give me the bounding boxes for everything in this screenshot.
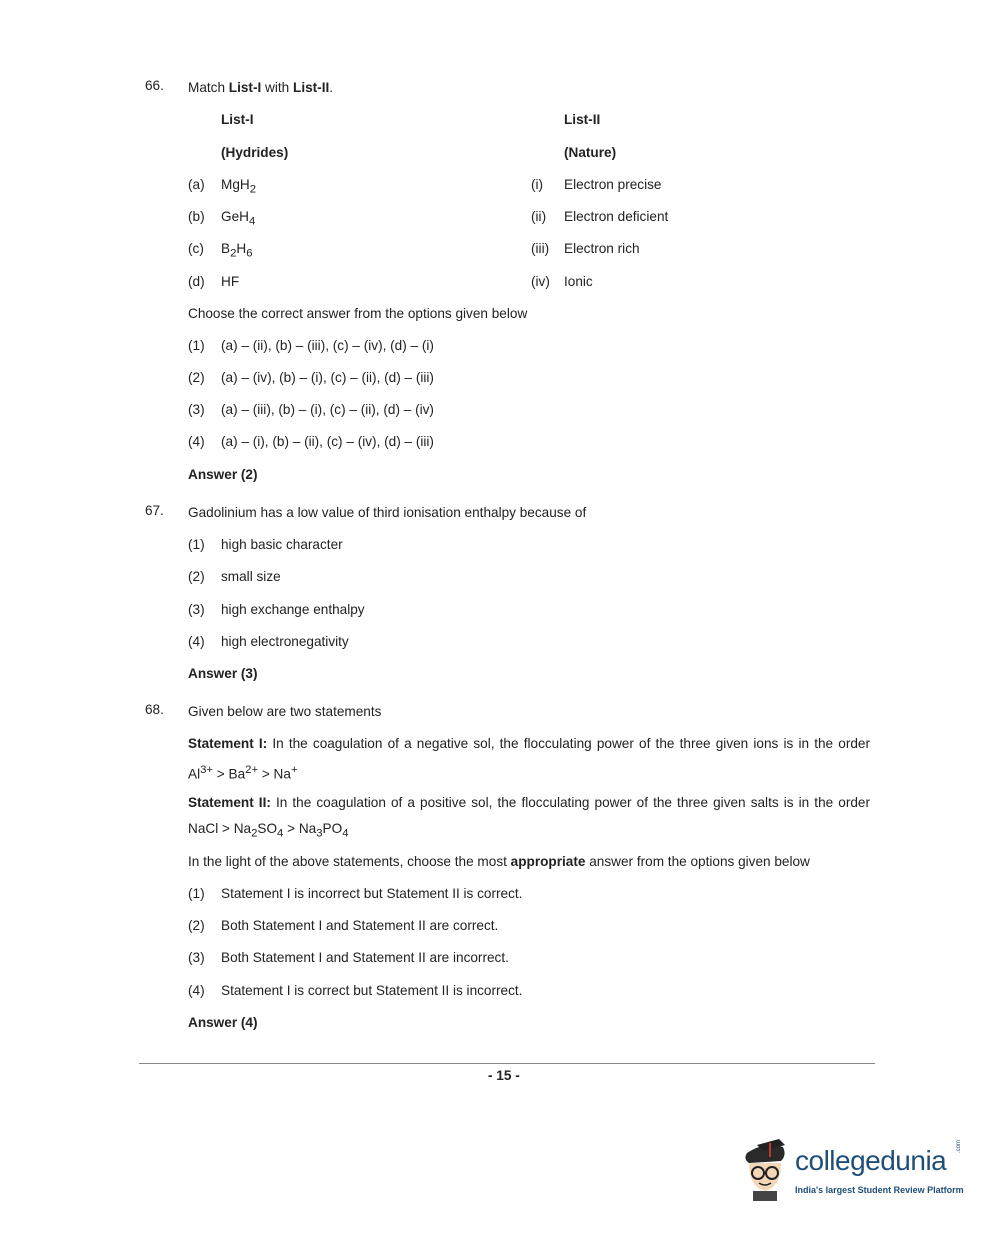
list2-item-text: Electron precise: [564, 177, 662, 192]
list1-item-formula: MgH$_2$: [221, 177, 257, 196]
list2-heading: List-II: [564, 112, 601, 127]
list1-item-formula: GeH$_4$: [221, 209, 256, 228]
option-label: (2): [188, 569, 205, 584]
list1-item-label: (d): [188, 274, 205, 289]
option-label: (1): [188, 338, 205, 353]
option-label: (1): [188, 537, 205, 552]
q68-question: Given below are two statements: [188, 704, 382, 719]
option-text: Statement I is incorrect but Statement II is correct.: [221, 886, 523, 901]
list2-item-label: (iv): [531, 274, 550, 289]
option-text: high basic character: [221, 537, 343, 552]
option-text: high electronegativity: [221, 634, 349, 649]
option-text: small size: [221, 569, 281, 584]
mascot-icon: [735, 1135, 795, 1207]
list1-heading: List-I: [221, 112, 254, 127]
option-text: (a) – (iv), (b) – (i), (c) – (ii), (d) – (iii): [221, 370, 434, 385]
list2-item-text: Electron rich: [564, 241, 640, 256]
option-text: (a) – (iii), (b) – (i), (c) – (ii), (d) – (iv): [221, 402, 434, 417]
list2-item-label: (i): [531, 177, 544, 192]
q67-answer: Answer (3): [188, 666, 258, 681]
list1-item-label: (c): [188, 241, 204, 256]
option-label: (4): [188, 983, 205, 998]
option-label: (3): [188, 602, 205, 617]
q66-number: 66.: [145, 78, 164, 93]
page-number: - 15 -: [488, 1068, 520, 1083]
option-label: (2): [188, 918, 205, 933]
q68-number: 68.: [145, 702, 164, 717]
q68-instruction: In the light of the above statements, choose the most appropriate answer from the options given below: [188, 854, 810, 869]
list2-item-label: (iii): [531, 241, 550, 256]
brand-com: .com: [956, 1139, 962, 1153]
collegedunia-logo[interactable]: [735, 1135, 965, 1207]
q66-choose-text: Choose the correct answer from the options given below: [188, 306, 528, 321]
option-text: (a) – (i), (b) – (ii), (c) – (iv), (d) – (iii): [221, 434, 434, 449]
footer-divider: [139, 1063, 875, 1064]
list2-subheading: (Nature): [564, 145, 617, 160]
q68-answer: Answer (4): [188, 1015, 258, 1030]
list2-item-text: Ionic: [564, 274, 593, 289]
option-text: Statement I is correct but Statement II is incorrect.: [221, 983, 523, 998]
option-text: Both Statement I and Statement II are correct.: [221, 918, 499, 933]
list1-item-formula: $B_2H_6$: [221, 241, 253, 260]
list2-item-label: (ii): [531, 209, 547, 224]
statement-two: Statement II: In the coagulation of a positive sol, the flocculating power of the three given salts is in the order NaCl > $Na_2SO_4 > Na_3PO_4$: [188, 795, 871, 840]
list1-item-label: (b): [188, 209, 205, 224]
q66-intro: Match List-I with List-II.: [188, 80, 334, 95]
statement-one: Statement I: In the coagulation of a negative sol, the flocculating power of the three given ions is in the order $Al^{3+} > Ba^{2+} > Na^+$: [188, 736, 870, 782]
option-label: (3): [188, 402, 205, 417]
option-label: (4): [188, 434, 205, 449]
list2-item-text: Electron deficient: [564, 209, 669, 224]
option-label: (4): [188, 634, 205, 649]
option-text: (a) – (ii), (b) – (iii), (c) – (iv), (d) – (i): [221, 338, 434, 353]
list1-item-formula: HF: [221, 274, 240, 289]
option-label: (1): [188, 886, 205, 901]
list1-item-label: (a): [188, 177, 205, 192]
option-text: Both Statement I and Statement II are incorrect.: [221, 950, 509, 965]
option-label: (3): [188, 950, 205, 965]
q67-number: 67.: [145, 503, 164, 518]
q67-question: Gadolinium has a low value of third ionisation enthalpy because of: [188, 505, 587, 520]
list1-subheading: (Hydrides): [221, 145, 289, 160]
brand-tagline: India's largest Student Review Platform: [795, 1185, 964, 1195]
q66-answer: Answer (2): [188, 467, 258, 482]
option-text: high exchange enthalpy: [221, 602, 365, 617]
option-label: (2): [188, 370, 205, 385]
brand-name: collegedunia: [795, 1145, 947, 1176]
